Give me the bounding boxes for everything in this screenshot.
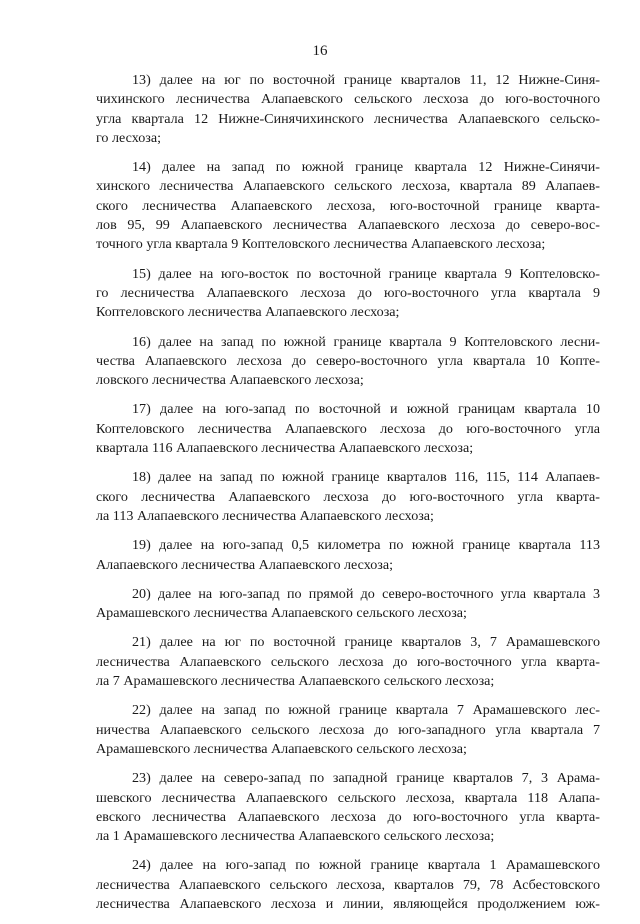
paragraph-line: Алапаевского лесничества Алапаевского лесхоза;	[96, 556, 394, 573]
document-body	[96, 71, 600, 924]
paragraph-3	[96, 265, 600, 323]
paragraph-line: го лесхоза;	[96, 129, 162, 146]
paragraph-10	[96, 701, 600, 759]
paragraph-6	[96, 468, 600, 526]
paragraph-9	[96, 633, 600, 691]
paragraph-line: Коптеловского лесничества Алапаевского лесхоза до юго-восточного угла	[96, 420, 600, 437]
page-number: 16	[312, 43, 328, 59]
paragraph-line: лесничества Алапаевского сельского лесхоза до юго-восточного угла кварта-	[96, 653, 600, 670]
paragraph-line: 17) далее на юго-запад по восточной и южной границам квартала 10	[132, 401, 600, 418]
paragraph-line: 20) далее на юго-запад по прямой до северо-восточного угла квартала 3	[132, 585, 600, 602]
paragraph-line: 13) далее на юг по восточной границе кварталов 11, 12 Нижне-Синя-	[132, 72, 600, 88]
paragraph-line: Арамашевского лесничества Алапаевского сельского лесхоза;	[96, 605, 467, 622]
paragraph-line: 18) далее на запад по южной границе кварталов 116, 115, 114 Алапаев-	[132, 469, 600, 486]
paragraph-line: хинского лесничества Алапаевского сельского лесхоза, квартала 89 Алапаев-	[96, 178, 600, 195]
paragraph-8	[96, 585, 600, 624]
paragraph-line: 16) далее на запад по южной границе квартала 9 Коптеловского лесни-	[132, 333, 600, 350]
paragraph-line: лов 95, 99 Алапаевского лесничества Алапаевского лесхоза до северо-вос-	[96, 217, 600, 234]
paragraph-2	[96, 158, 600, 254]
paragraph-line: ского лесничества Алапаевского лесхоза, юго-восточной границе кварта-	[96, 197, 600, 214]
paragraph-line: 14) далее на запад по южной границе квартала 12 Нижне-Синячи-	[132, 159, 600, 176]
paragraph-line: квартала 116 Алапаевского лесничества Алапаевского лесхоза;	[96, 440, 474, 457]
paragraph-line: чества Алапаевского лесхоза до северо-восточного угла квартала 10 Копте-	[96, 352, 600, 369]
paragraph-line: 22) далее на запад по южной границе квартала 7 Арамашевского лес-	[132, 702, 600, 719]
paragraph-line: лесничества Алапаевского сельского лесхоза, кварталов 79, 78 Асбестовского	[96, 876, 600, 893]
paragraph-line: ловского лесничества Алапаевского лесхоза;	[96, 372, 364, 389]
paragraph-line: точного угла квартала 9 Коптеловского лесничества Алапаевского лесхоза;	[96, 236, 546, 253]
paragraph-line: Коптеловского лесничества Алапаевского лесхоза;	[96, 304, 400, 321]
paragraph-line: лесничества Алапаевского лесхоза и линии, являющейся продолжением юж-	[96, 895, 600, 912]
paragraph-12	[96, 856, 600, 914]
paragraph-line: шевского лесничества Алапаевского сельского лесхоза, квартала 118 Алапа-	[96, 789, 600, 806]
paragraph-line: Арамашевского лесничества Алапаевского сельского лесхоза;	[96, 740, 467, 757]
paragraph-line: евского лесничества Алапаевского лесхоза до юго-восточного угла кварта-	[96, 808, 600, 825]
paragraph-line: ла 7 Арамашевского лесничества Алапаевского сельского лесхоза;	[96, 673, 495, 690]
paragraph-4	[96, 333, 600, 391]
paragraph-line: ничества Алапаевского сельского лесхоза до юго-западного угла квартала 7	[96, 721, 600, 738]
paragraph-line: 24) далее на юго-запад по южной границе квартала 1 Арамашевского	[132, 857, 600, 874]
paragraph-7	[96, 536, 600, 575]
paragraph-line: угла квартала 12 Нижне-Синячихинского лесничества Алапаевского сельско-	[96, 110, 600, 127]
paragraph-line: 21) далее на юг по восточной границе кварталов 3, 7 Арамашевского	[132, 634, 600, 651]
paragraph-line: чихинского лесничества Алапаевского сельского лесхоза до юго-восточного	[96, 91, 600, 108]
paragraph-line: 15) далее на юго-восток по восточной границе квартала 9 Коптеловско-	[132, 265, 600, 282]
paragraph-1	[96, 71, 600, 148]
paragraph-line: 23) далее на северо-запад по западной границе кварталов 7, 3 Арама-	[132, 770, 600, 787]
paragraph-line: ла 1 Арамашевского лесничества Алапаевского сельского лесхоза;	[96, 828, 495, 845]
paragraph-line: го лесничества Алапаевского лесхоза до юго-восточного угла квартала 9	[96, 284, 600, 301]
paragraph-line: ла 113 Алапаевского лесничества Алапаевского лесхоза;	[96, 507, 434, 524]
paragraph-11	[96, 769, 600, 846]
paragraph-line: ского лесничества Алапаевского лесхоза до юго-восточного угла кварта-	[96, 488, 600, 505]
paragraph-5	[96, 400, 600, 458]
paragraph-line: 19) далее на юго-запад 0,5 километра по южной границе квартала 113	[132, 537, 600, 554]
